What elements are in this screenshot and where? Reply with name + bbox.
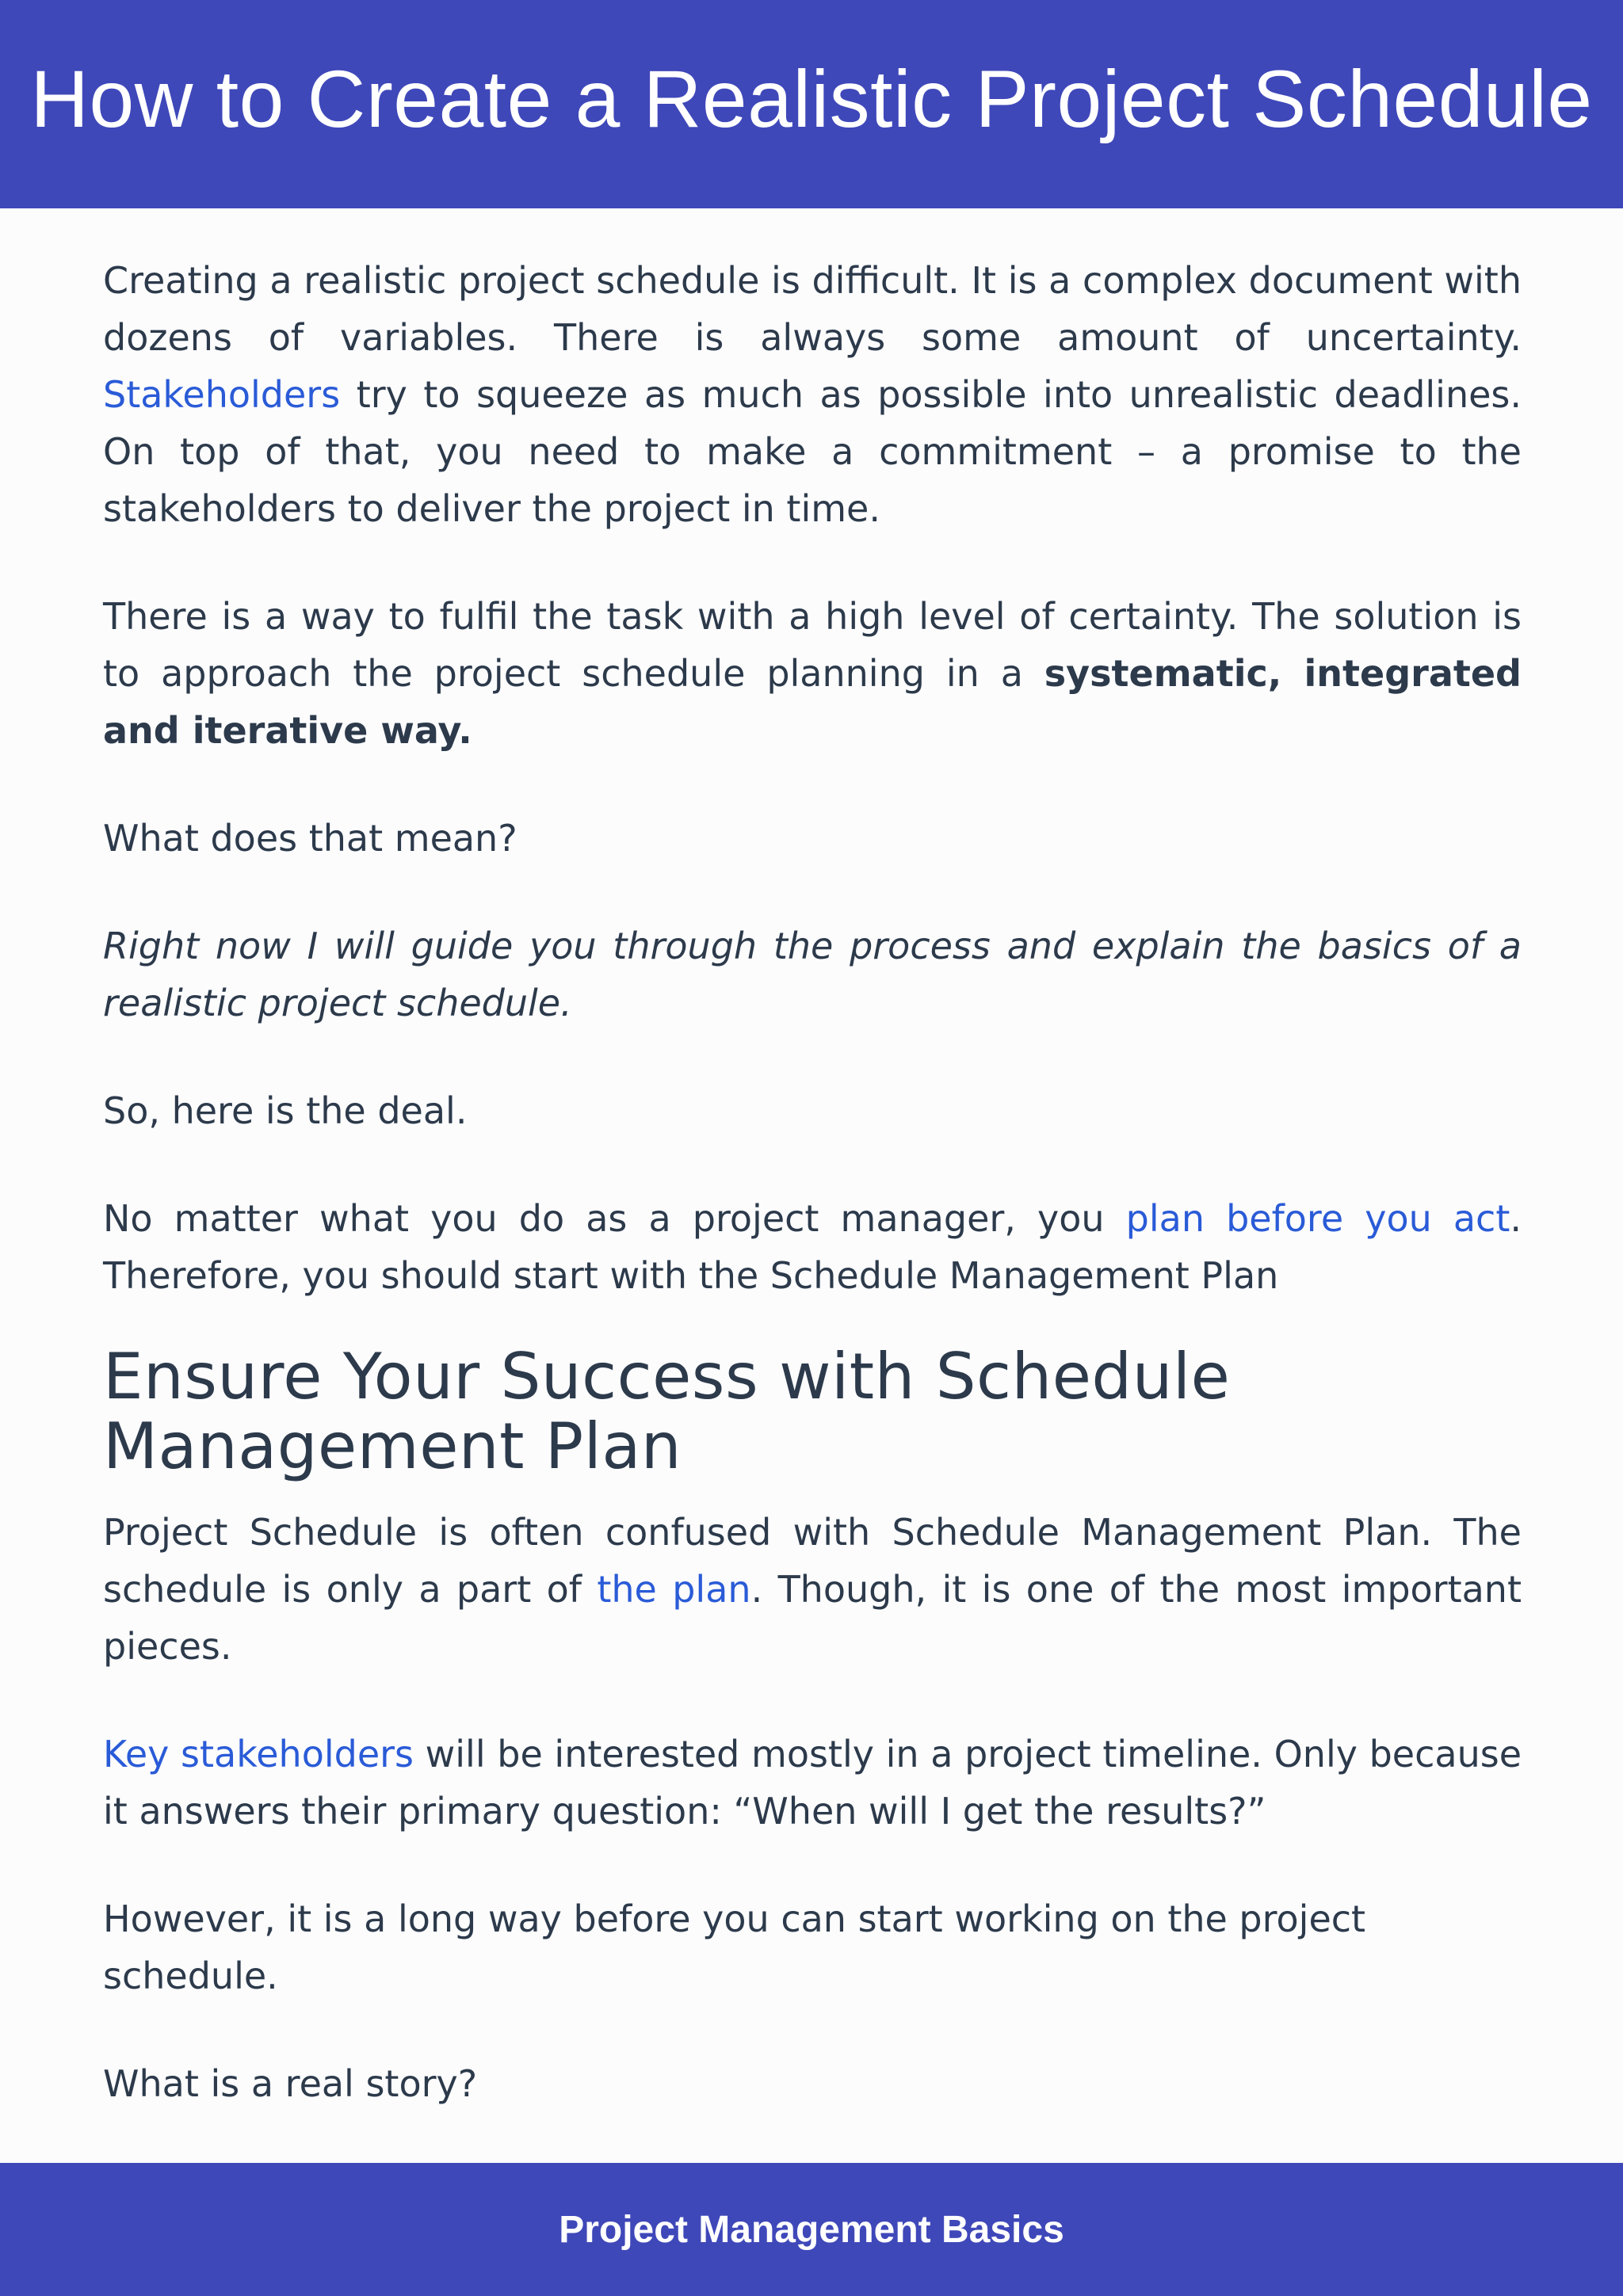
stakeholders-link[interactable]: Stakeholders [103,373,341,416]
paragraph-confused: Project Schedule is often confused with Schedule Management Plan. The schedule is only a part of the plan. Though, it is one of the most important pieces. [103,1511,1522,1668]
paragraph-deal: So, here is the deal. [103,1089,468,1132]
plan-before-you-act-link[interactable]: plan before you act [1125,1197,1510,1240]
paragraph-key-stakeholders: Key stakeholders will be interested mostly in a project timeline. Only because it answers their primary question: “When will I get the results?” [103,1733,1522,1833]
paragraph-intro: Creating a realistic project schedule is difficult. It is a complex document with dozens of variables. There is always some amount of uncertainty. Stakeholders try to squeeze as much as possible into unrealistic deadlines. On top of that, you need to make a commitment – a promise to the stakeholders to deliver the project in time. [103,259,1522,530]
article-body [103,252,1522,2163]
page-header [0,0,1623,208]
paragraph-long-way: However, it is a long way before you can start working on the project schedule. [103,1897,1366,1997]
paragraph-guide: Right now I will guide you through the process and explain the basics of a realistic project schedule. [103,925,1522,1024]
section-heading: Ensure Your Success with Schedule Management Plan [103,1340,1231,1483]
paragraph-plan: No matter what you do as a project manager, you plan before you act. Therefore, you should start with the Schedule Management Plan [103,1197,1522,1297]
paragraph-question: What does that mean? [103,817,517,860]
page-title: How to Create a Realistic Project Schedule [30,54,1593,144]
emphasis-text: systematic, integrated and iterative way. [103,652,1522,752]
page-footer [0,2163,1623,2296]
the-plan-link[interactable]: the plan [597,1568,751,1611]
key-stakeholders-link[interactable]: Key stakeholders [103,1733,414,1775]
paragraph-solution: There is a way to fulfil the task with a high level of certainty. The solution is to approach the project schedule planning in a systematic, integrated and iterative way. [103,595,1522,752]
footer-label: Project Management Basics [559,2208,1064,2251]
paragraph-real-story: What is a real story? [103,2062,478,2105]
